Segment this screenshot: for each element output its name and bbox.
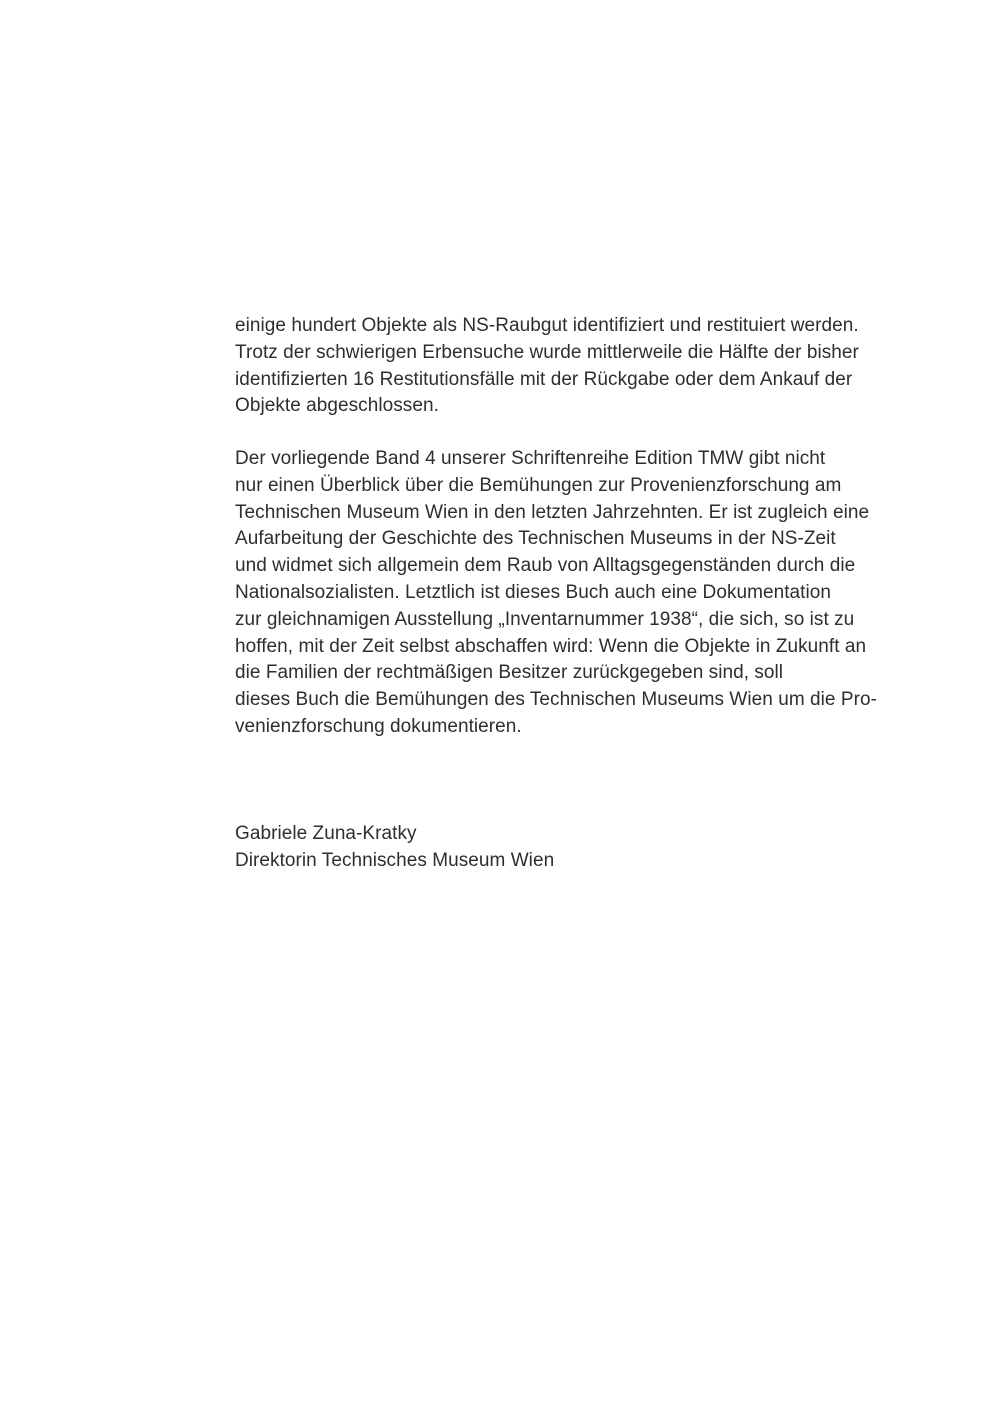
- paragraph-line: Objekte abgeschlossen.: [235, 395, 439, 417]
- paragraph-line: dieses Buch die Bemühungen des Technischen Museums Wien um die Pro-: [235, 689, 877, 711]
- paragraph-line: identifizierten 16 Restitutionsfälle mit der Rückgabe oder dem Ankauf der: [235, 368, 853, 390]
- signature-block: [235, 821, 935, 875]
- paragraph-band-4: [235, 446, 935, 741]
- paragraph-line: Nationalsozialisten. Letztlich ist dieses Buch auch eine Dokumentation: [235, 581, 831, 603]
- paragraph-line: und widmet sich allgemein dem Raub von Alltagsgegenständen durch die: [235, 555, 856, 577]
- paragraph-line: Der vorliegende Band 4 unserer Schriftenreihe Edition TMW gibt nicht: [235, 448, 826, 469]
- signature-title: Direktorin Technisches Museum Wien: [235, 849, 555, 871]
- paragraph-line: Technischen Museum Wien in den letzten Jahrzehnten. Er ist zugleich eine: [235, 501, 870, 523]
- paragraph-line: venienzforschung dokumentieren.: [235, 715, 522, 737]
- paragraph-line: hoffen, mit der Zeit selbst abschaffen wird: Wenn die Objekte in Zukunft an: [235, 635, 867, 657]
- paragraph-line: Aufarbeitung der Geschichte des Technischen Museums in der NS-Zeit: [235, 528, 836, 550]
- paragraph-line: die Familien der rechtmäßigen Besitzer zurückgegeben sind, soll: [235, 662, 784, 684]
- paragraph-line: einige hundert Objekte als NS-Raubgut identifiziert und restituiert werden.: [235, 315, 859, 336]
- paragraph-line: nur einen Überblick über die Bemühungen zur Provenienzforschung am: [235, 474, 842, 496]
- paragraph-line: Trotz der schwierigen Erbensuche wurde mittlerweile die Hälfte der bisher: [235, 341, 859, 363]
- paragraph-line: zur gleichnamigen Ausstellung „Inventarnummer 1938“, die sich, so ist zu: [235, 608, 855, 630]
- paragraph-restitution: [235, 313, 935, 420]
- signature-name: Gabriele Zuna-Kratky: [235, 823, 417, 844]
